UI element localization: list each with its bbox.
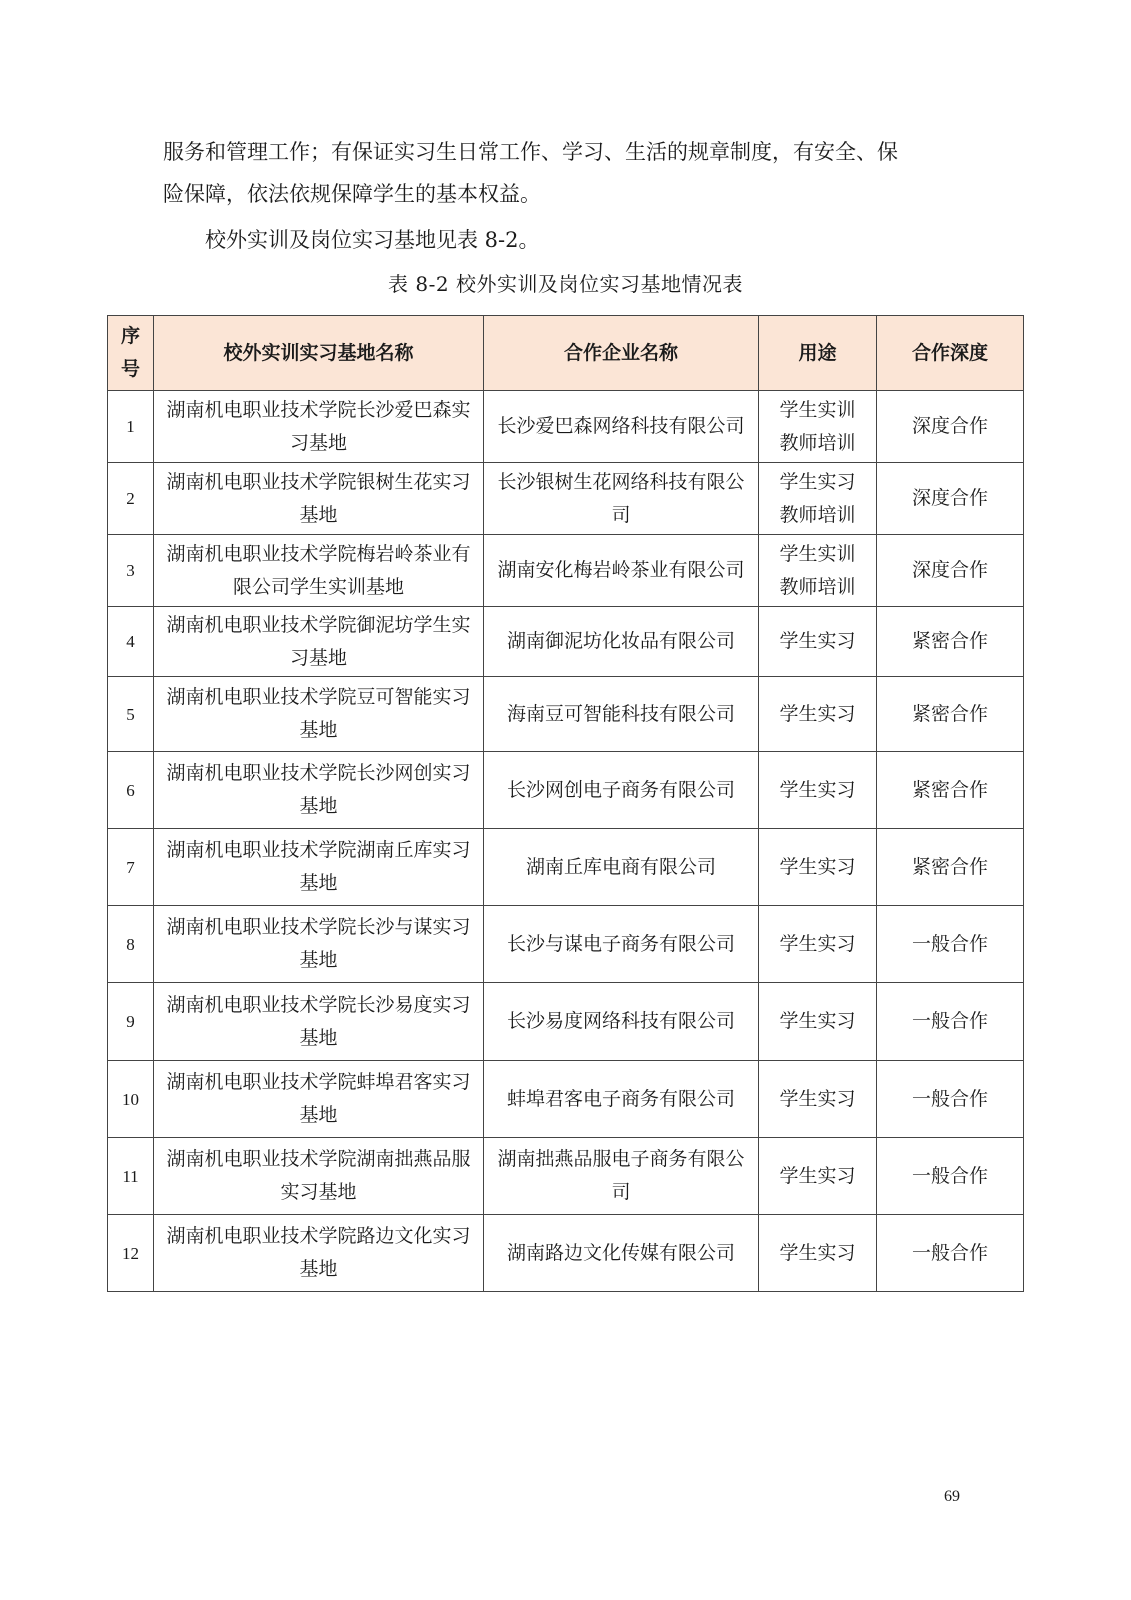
row-base-name: 湖南机电职业技术学院长沙爱巴森实习基地 xyxy=(154,391,484,463)
row-index: 10 xyxy=(108,1061,154,1138)
table-row xyxy=(108,983,1024,1061)
body-paragraph xyxy=(163,131,983,215)
row-index: 1 xyxy=(108,391,154,463)
header-purpose: 用途 xyxy=(759,316,877,391)
table-row xyxy=(108,535,1024,607)
row-purpose: 学生实习 xyxy=(759,906,877,983)
row-base-name: 湖南机电职业技术学院豆可智能实习基地 xyxy=(154,677,484,752)
row-index: 11 xyxy=(108,1138,154,1215)
row-depth: 紧密合作 xyxy=(877,829,1024,906)
row-purpose: 学生实训 教师培训 xyxy=(759,391,877,463)
row-index: 2 xyxy=(108,463,154,535)
row-purpose: 学生实习 xyxy=(759,1138,877,1215)
row-depth: 紧密合作 xyxy=(877,752,1024,829)
row-index: 12 xyxy=(108,1215,154,1292)
row-base-name: 湖南机电职业技术学院梅岩岭茶业有限公司学生实训基地 xyxy=(154,535,484,607)
paragraph-line: 险保障，依法依规保障学生的基本权益。 xyxy=(163,182,541,206)
row-index: 8 xyxy=(108,906,154,983)
row-company: 蚌埠君客电子商务有限公司 xyxy=(484,1061,759,1138)
row-company: 湖南安化梅岩岭茶业有限公司 xyxy=(484,535,759,607)
row-depth: 紧密合作 xyxy=(877,607,1024,677)
table-row xyxy=(108,906,1024,983)
row-base-name: 湖南机电职业技术学院长沙网创实习基地 xyxy=(154,752,484,829)
row-depth: 深度合作 xyxy=(877,535,1024,607)
row-base-name: 湖南机电职业技术学院湖南丘库实习基地 xyxy=(154,829,484,906)
row-company: 海南豆可智能科技有限公司 xyxy=(484,677,759,752)
row-company: 长沙网创电子商务有限公司 xyxy=(484,752,759,829)
row-company: 长沙银树生花网络科技有限公司 xyxy=(484,463,759,535)
table-row xyxy=(108,1215,1024,1292)
header-base-name: 校外实训实习基地名称 xyxy=(154,316,484,391)
row-index: 5 xyxy=(108,677,154,752)
row-base-name: 湖南机电职业技术学院长沙与谋实习基地 xyxy=(154,906,484,983)
row-purpose: 学生实训 教师培训 xyxy=(759,535,877,607)
row-index: 6 xyxy=(108,752,154,829)
row-index: 3 xyxy=(108,535,154,607)
table-intro-paragraph: 校外实训及岗位实习基地见表 8-2。 xyxy=(205,228,540,252)
row-depth: 一般合作 xyxy=(877,1138,1024,1215)
table-row xyxy=(108,752,1024,829)
row-company: 湖南拙燕品服电子商务有限公司 xyxy=(484,1138,759,1215)
header-company: 合作企业名称 xyxy=(484,316,759,391)
row-depth: 一般合作 xyxy=(877,983,1024,1061)
table-row xyxy=(108,677,1024,752)
row-company: 长沙易度网络科技有限公司 xyxy=(484,983,759,1061)
table-row xyxy=(108,1138,1024,1215)
row-depth: 一般合作 xyxy=(877,1215,1024,1292)
row-purpose: 学生实习 xyxy=(759,1215,877,1292)
row-company: 长沙与谋电子商务有限公司 xyxy=(484,906,759,983)
row-depth: 深度合作 xyxy=(877,391,1024,463)
row-base-name: 湖南机电职业技术学院御泥坊学生实习基地 xyxy=(154,607,484,677)
row-purpose: 学生实习 xyxy=(759,607,877,677)
page-number: 69 xyxy=(944,1488,960,1505)
row-purpose: 学生实习 xyxy=(759,829,877,906)
row-purpose: 学生实习 xyxy=(759,677,877,752)
row-base-name: 湖南机电职业技术学院湖南拙燕品服实习基地 xyxy=(154,1138,484,1215)
row-purpose: 学生实习 xyxy=(759,1061,877,1138)
table-row xyxy=(108,607,1024,677)
row-company: 长沙爱巴森网络科技有限公司 xyxy=(484,391,759,463)
training-base-table xyxy=(107,315,1024,1292)
header-index: 序号 xyxy=(108,316,154,391)
row-base-name: 湖南机电职业技术学院路边文化实习基地 xyxy=(154,1215,484,1292)
row-company: 湖南御泥坊化妆品有限公司 xyxy=(484,607,759,677)
paragraph-line: 服务和管理工作；有保证实习生日常工作、学习、生活的规章制度，有安全、保 xyxy=(163,140,898,164)
row-index: 9 xyxy=(108,983,154,1061)
row-depth: 深度合作 xyxy=(877,463,1024,535)
row-purpose: 学生实习 xyxy=(759,752,877,829)
row-purpose: 学生实习 xyxy=(759,983,877,1061)
row-base-name: 湖南机电职业技术学院长沙易度实习基地 xyxy=(154,983,484,1061)
row-index: 7 xyxy=(108,829,154,906)
header-depth: 合作深度 xyxy=(877,316,1024,391)
row-company: 湖南路边文化传媒有限公司 xyxy=(484,1215,759,1292)
table-header-row xyxy=(108,316,1024,391)
row-depth: 一般合作 xyxy=(877,906,1024,983)
row-purpose: 学生实习 教师培训 xyxy=(759,463,877,535)
table-row xyxy=(108,391,1024,463)
row-index: 4 xyxy=(108,607,154,677)
row-base-name: 湖南机电职业技术学院蚌埠君客实习基地 xyxy=(154,1061,484,1138)
row-depth: 一般合作 xyxy=(877,1061,1024,1138)
row-depth: 紧密合作 xyxy=(877,677,1024,752)
row-company: 湖南丘库电商有限公司 xyxy=(484,829,759,906)
table-row xyxy=(108,1061,1024,1138)
table-row xyxy=(108,463,1024,535)
table-caption: 表 8-2 校外实训及岗位实习基地情况表 xyxy=(388,272,743,296)
row-base-name: 湖南机电职业技术学院银树生花实习基地 xyxy=(154,463,484,535)
table-row xyxy=(108,829,1024,906)
